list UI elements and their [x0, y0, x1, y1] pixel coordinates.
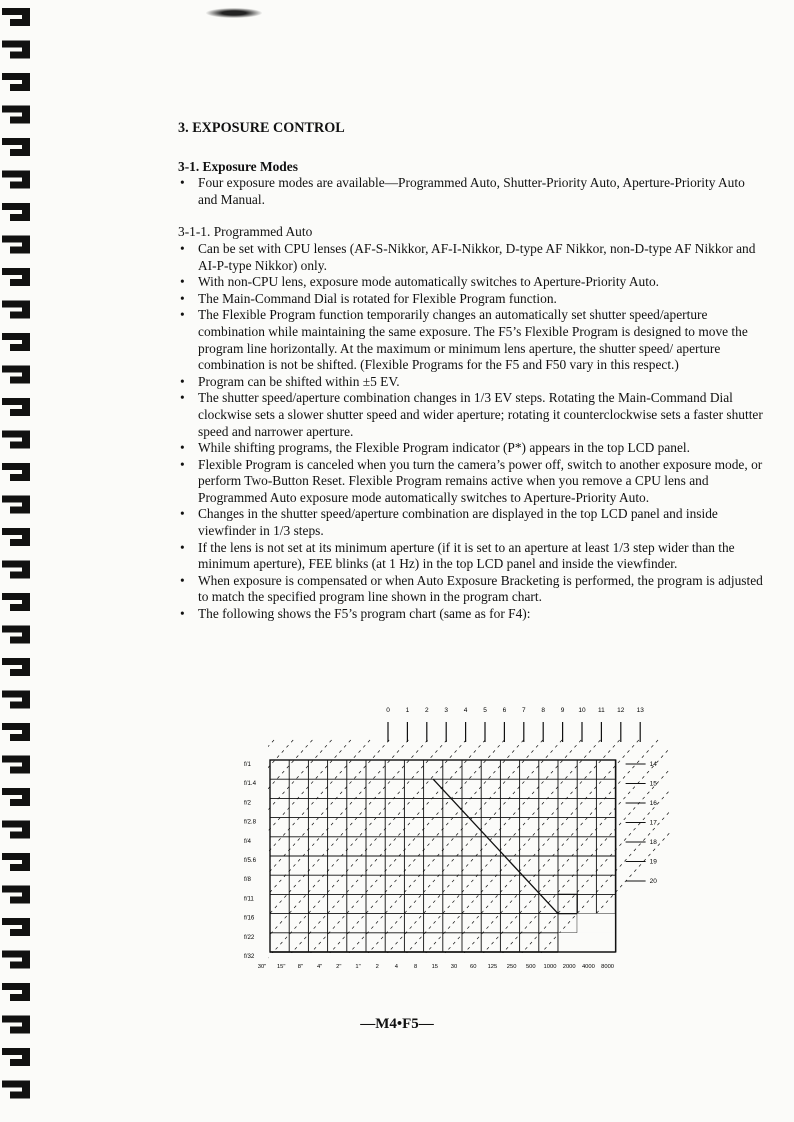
- subsection-title: 3-1. Exposure Modes: [178, 158, 298, 174]
- ev-right-label: 15: [649, 780, 657, 788]
- ev-label: 6: [502, 707, 507, 714]
- binding-hole: [2, 1048, 30, 1066]
- shutter-label: 1": [355, 964, 361, 970]
- binding-hole: [2, 821, 30, 839]
- list-item: • The Flexible Program function temporarily changes an automatically set shutter speed/aperture combination while maintaining the same exposure. The F5’s Flexible Program is designed to move the program line horizontally. At the maximum or minimum lens aperture, the shutter speed/ aperture combination is not be shifted. (Flexible Programs for the F5 and F50 vary in this respect.): [178, 307, 763, 373]
- list-item: • Program can be shifted within ±5 EV.: [178, 374, 763, 391]
- shutter-label: 8": [297, 964, 304, 970]
- program-line: [433, 779, 577, 913]
- document-body: [178, 118, 763, 623]
- binding-hole: [2, 203, 30, 221]
- binding-hole: [2, 301, 30, 319]
- shutter-label: 8: [413, 964, 418, 970]
- binding-hole: [2, 691, 30, 709]
- aperture-label: f/22: [244, 933, 255, 941]
- shutter-label: 8000: [601, 964, 615, 970]
- aperture-label: f/4: [244, 837, 251, 845]
- shutter-label: 4: [394, 964, 399, 970]
- ev-label: 11: [598, 707, 605, 714]
- ev-label: 10: [578, 707, 586, 714]
- shutter-label: 500: [525, 964, 536, 970]
- binding-hole: [2, 788, 30, 806]
- binding-hole: [2, 723, 30, 741]
- binding-hole: [2, 333, 30, 351]
- binding-hole: [2, 171, 30, 189]
- ev-label: 8: [541, 707, 546, 714]
- aperture-label: f/32: [244, 953, 255, 960]
- list-item: • Flexible Program is canceled when you turn the camera’s power off, switch to another exposure mode, or perform Two-Button Reset. Flexible Program remains active when you remove a CPU lens and Programmed Auto exposure mode automatically switches to Aperture-Priority Auto.: [178, 457, 763, 507]
- ev-right-label: 19: [649, 858, 657, 866]
- shutter-label: 2: [375, 964, 379, 970]
- binding-hole: [2, 398, 30, 416]
- ev-label: 0: [386, 707, 390, 714]
- shutter-label: 60: [469, 964, 477, 970]
- binding-hole: [2, 951, 30, 969]
- binding-hole: [2, 431, 30, 449]
- list-item: • If the lens is not set at its minimum aperture (if it is set to an aperture at least 1/3 step wider than the minimum aperture), FEE blinks (at 1 Hz) in the top LCD panel and inside the viewfinder.: [178, 540, 763, 573]
- binding-hole: [2, 626, 30, 644]
- ev-diagonal: [477, 740, 670, 960]
- binding-hole: [2, 853, 30, 871]
- subsection-list: [178, 175, 763, 208]
- binding-hole: [2, 73, 30, 91]
- ev-right-label: 20: [649, 878, 657, 885]
- aperture-label: f/5.6: [244, 857, 257, 864]
- list-item: • Changes in the shutter speed/aperture combination are displayed in the top LCD panel and inside viewfinder in 1/3 steps.: [178, 506, 763, 539]
- ev-right-label: 16: [649, 800, 657, 807]
- ev-right-label: 17: [649, 819, 657, 827]
- aperture-label: f/1.4: [244, 780, 257, 788]
- shutter-label: 30": [257, 964, 267, 970]
- ev-label: 13: [636, 707, 644, 714]
- list-item: • The following shows the F5’s program chart (same as for F4):: [178, 606, 763, 623]
- ev-label: 1: [405, 707, 410, 714]
- binding-hole: [2, 138, 30, 156]
- shutter-label: 4000: [581, 964, 595, 970]
- shutter-label: 2": [336, 964, 342, 970]
- shutter-label: 4": [316, 964, 323, 970]
- ev-label: 5: [483, 707, 487, 714]
- binding-hole: [2, 593, 30, 611]
- program-chart: [230, 700, 670, 1000]
- shutter-label: 2000: [562, 964, 576, 970]
- binding-hole: [2, 886, 30, 904]
- mask: [270, 953, 670, 1000]
- binding-hole: [2, 463, 30, 481]
- shutter-label: 15": [276, 964, 286, 970]
- list-item: • The shutter speed/aperture combination changes in 1/3 EV steps. Rotating the Main-Command Dial clockwise sets a slower shutter speed and wider aperture; rotating it counterclockwise sets a faster shutter speed and narrower aperture.: [178, 390, 763, 440]
- shutter-label: 1000: [543, 964, 557, 970]
- ev-label: 12: [617, 707, 625, 714]
- mask: [558, 933, 616, 953]
- shutter-label: 15: [431, 964, 439, 970]
- scan-smudge: [206, 8, 262, 18]
- binding-hole: [2, 561, 30, 579]
- binding-hole: [2, 918, 30, 936]
- binding-hole: [2, 658, 30, 676]
- ev-label: 4: [463, 707, 468, 714]
- bullet-list: [178, 241, 763, 623]
- aperture-label: f/2.8: [244, 818, 257, 826]
- page-footer: —M4•F5—: [360, 1016, 434, 1032]
- list-item: • While shifting programs, the Flexible Program indicator (P*) appears in the top LCD panel.: [178, 440, 763, 457]
- ev-label: 7: [521, 707, 526, 714]
- shutter-label: 125: [487, 964, 498, 970]
- binding-hole: [2, 756, 30, 774]
- aperture-label: f/1: [244, 761, 251, 768]
- binding-hole: [2, 106, 30, 124]
- list-item: • With non-CPU lens, exposure mode automatically switches to Aperture-Priority Auto.: [178, 274, 763, 291]
- ev-right-label: 14: [649, 761, 657, 768]
- binding-hole: [2, 41, 30, 59]
- binding-hole: [2, 366, 30, 384]
- aperture-label: f/16: [244, 914, 255, 922]
- ev-right-label: 18: [649, 839, 657, 846]
- aperture-label: f/2: [244, 799, 251, 807]
- list-item: • When exposure is compensated or when Auto Exposure Bracketing is performed, the program is adjusted to match the specified program line shown in the program chart.: [178, 573, 763, 606]
- binding-hole: [2, 8, 30, 26]
- ev-label: 3: [444, 707, 449, 714]
- aperture-label: f/11: [244, 895, 254, 903]
- sub-subsection-title: 3-1-1. Programmed Auto: [178, 224, 313, 240]
- binding-hole: [2, 983, 30, 1001]
- section-title: 3. EXPOSURE CONTROL: [178, 120, 345, 136]
- shutter-label: 250: [506, 964, 517, 970]
- binding-hole: [2, 268, 30, 286]
- list-item: • Can be set with CPU lenses (AF-S-Nikkor, AF-I-Nikkor, D-type AF Nikkor, non-D-type AF Nikkor and AI-P-type Nikkor) only.: [178, 241, 763, 274]
- binding-hole: [2, 496, 30, 514]
- aperture-label: f/8: [244, 876, 251, 884]
- list-item: • The Main-Command Dial is rotated for Flexible Program function.: [178, 291, 763, 308]
- list-item: • Four exposure modes are available—Programmed Auto, Shutter-Priority Auto, Aperture-Priority Auto and Manual.: [178, 175, 763, 208]
- binding-holes: [0, 0, 60, 1122]
- ev-label: 2: [424, 707, 429, 714]
- shutter-label: 30: [450, 964, 458, 970]
- binding-hole: [2, 1081, 30, 1099]
- ev-label: 9: [560, 707, 565, 714]
- binding-hole: [2, 528, 30, 546]
- binding-hole: [2, 236, 30, 254]
